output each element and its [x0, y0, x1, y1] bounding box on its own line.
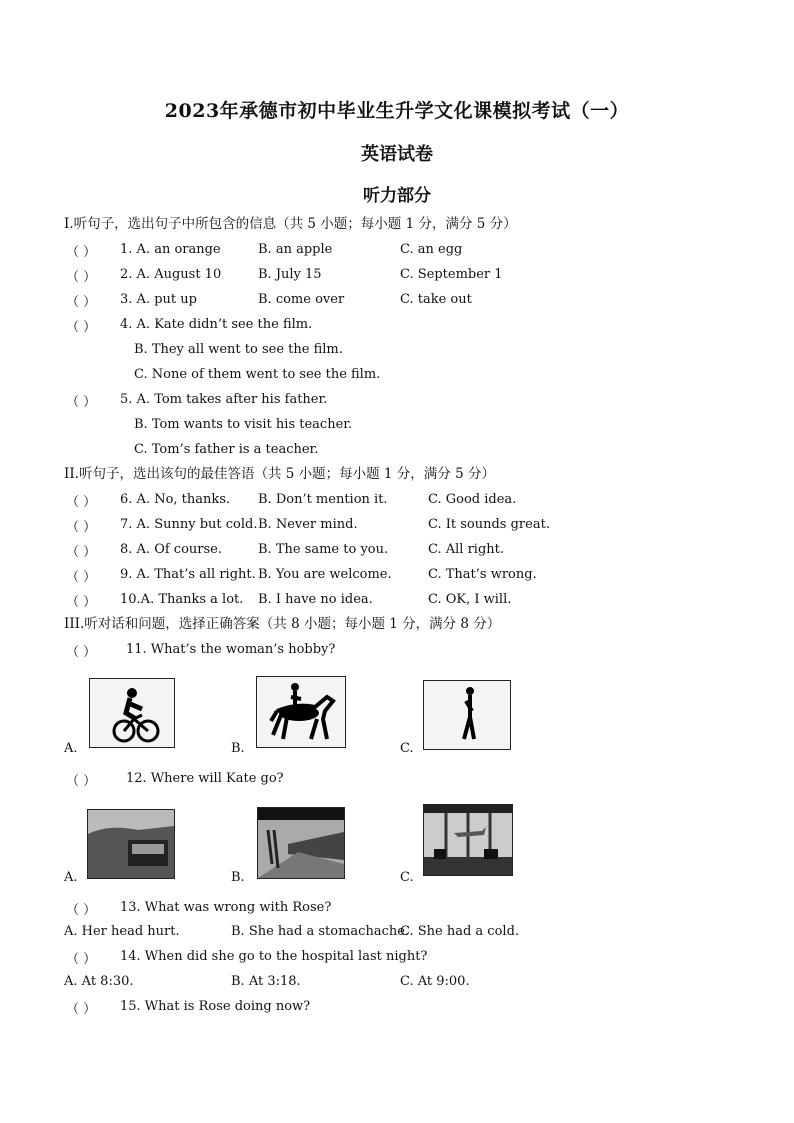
q13-option-b: B. She had a stomachache.: [231, 924, 410, 939]
exam-title: 2023年承德市初中毕业生升学文化课模拟考试（一）: [164, 100, 630, 122]
answer-paren: （ ）: [66, 645, 97, 660]
q12-question: 12. Where will Kate go?: [126, 771, 284, 786]
section1-heading: I.听句子，选出句子中所包含的信息（共 5 小题；每小题 1 分，满分 5 分）: [64, 216, 517, 232]
q13-option-c: C. She had a cold.: [400, 924, 520, 939]
q7-option-b: B. Never mind.: [258, 517, 358, 532]
option-label-b: B.: [231, 870, 245, 885]
train-station-picture: [257, 807, 345, 879]
option-label-a: A.: [64, 870, 78, 885]
q8-option-c: C. All right.: [428, 542, 505, 557]
answer-paren: （ ）: [66, 595, 97, 610]
horse-riding-picture: [256, 676, 346, 748]
q8-option-a: 8. A. Of course.: [120, 542, 222, 557]
q13-option-a: A. Her head hurt.: [64, 924, 180, 939]
q10-option-a: 10.A. Thanks a lot.: [120, 592, 244, 607]
q1-option-a: 1. A. an orange: [120, 242, 221, 257]
q9-option-a: 9. A. That’s all right.: [120, 567, 256, 582]
q2-option-b: B. July 15: [258, 267, 322, 282]
answer-paren: （ ）: [66, 495, 97, 510]
q10-option-b: B. I have no idea.: [258, 592, 373, 607]
q5-option-b: B. Tom wants to visit his teacher.: [134, 417, 353, 432]
q4-option-b: B. They all went to see the film.: [134, 342, 343, 357]
q4-option-c: C. None of them went to see the film.: [134, 367, 381, 382]
q5-option-c: C. Tom’s father is a teacher.: [134, 442, 319, 457]
q8-option-b: B. The same to you.: [258, 542, 389, 557]
q14-option-c: C. At 9:00.: [400, 974, 470, 989]
answer-paren: （ ）: [66, 245, 97, 260]
exam-subject: 英语试卷: [361, 144, 433, 165]
q2-option-a: 2. A. August 10: [120, 267, 222, 282]
q7-option-a: 7. A. Sunny but cold.: [120, 517, 258, 532]
answer-paren: （ ）: [66, 520, 97, 535]
answer-paren: （ ）: [66, 395, 97, 410]
cycling-picture: [89, 678, 175, 748]
bus-station-picture: [87, 809, 175, 879]
option-label-b: B.: [231, 741, 245, 756]
q3-option-a: 3. A. put up: [120, 292, 197, 307]
q9-option-c: C. That’s wrong.: [428, 567, 537, 582]
q13-question: 13. What was wrong with Rose?: [120, 900, 332, 915]
q15-question: 15. What is Rose doing now?: [120, 999, 311, 1014]
answer-paren: （ ）: [66, 320, 97, 335]
q14-option-a: A. At 8:30.: [64, 974, 134, 989]
q1-option-b: B. an apple: [258, 242, 333, 257]
q2-option-c: C. September 1: [400, 267, 503, 282]
airport-picture: [423, 804, 513, 876]
answer-paren: （ ）: [66, 774, 97, 789]
option-label-a: A.: [64, 741, 78, 756]
q14-option-b: B. At 3:18.: [231, 974, 301, 989]
answer-paren: （ ）: [66, 545, 97, 560]
q14-question: 14. When did she go to the hospital last night?: [120, 949, 428, 964]
q7-option-c: C. It sounds great.: [428, 517, 550, 532]
answer-paren: （ ）: [66, 570, 97, 585]
q4-option-a: 4. A. Kate didn’t see the film.: [120, 317, 313, 332]
q6-option-a: 6. A. No, thanks.: [120, 492, 231, 507]
answer-paren: （ ）: [66, 270, 97, 285]
walking-picture: [423, 680, 511, 750]
q6-option-c: C. Good idea.: [428, 492, 517, 507]
q6-option-b: B. Don’t mention it.: [258, 492, 388, 507]
answer-paren: （ ）: [66, 952, 97, 967]
part-title: 听力部分: [363, 186, 431, 206]
q3-option-b: B. come over: [258, 292, 345, 307]
option-label-c: C.: [400, 741, 414, 756]
section2-heading: II.听句子，选出该句的最佳答语（共 5 小题；每小题 1 分，满分 5 分）: [64, 466, 495, 482]
answer-paren: （ ）: [66, 1002, 97, 1017]
q3-option-c: C. take out: [400, 292, 472, 307]
section3-heading: III.听对话和问题，选择正确答案（共 8 小题；每小题 1 分，满分 8 分）: [64, 616, 501, 632]
q11-question: 11. What’s the woman’s hobby?: [126, 642, 336, 657]
answer-paren: （ ）: [66, 295, 97, 310]
q5-option-a: 5. A. Tom takes after his father.: [120, 392, 328, 407]
q10-option-c: C. OK, I will.: [428, 592, 512, 607]
answer-paren: （ ）: [66, 903, 97, 918]
q9-option-b: B. You are welcome.: [258, 567, 392, 582]
q1-option-c: C. an egg: [400, 242, 463, 257]
option-label-c: C.: [400, 870, 414, 885]
